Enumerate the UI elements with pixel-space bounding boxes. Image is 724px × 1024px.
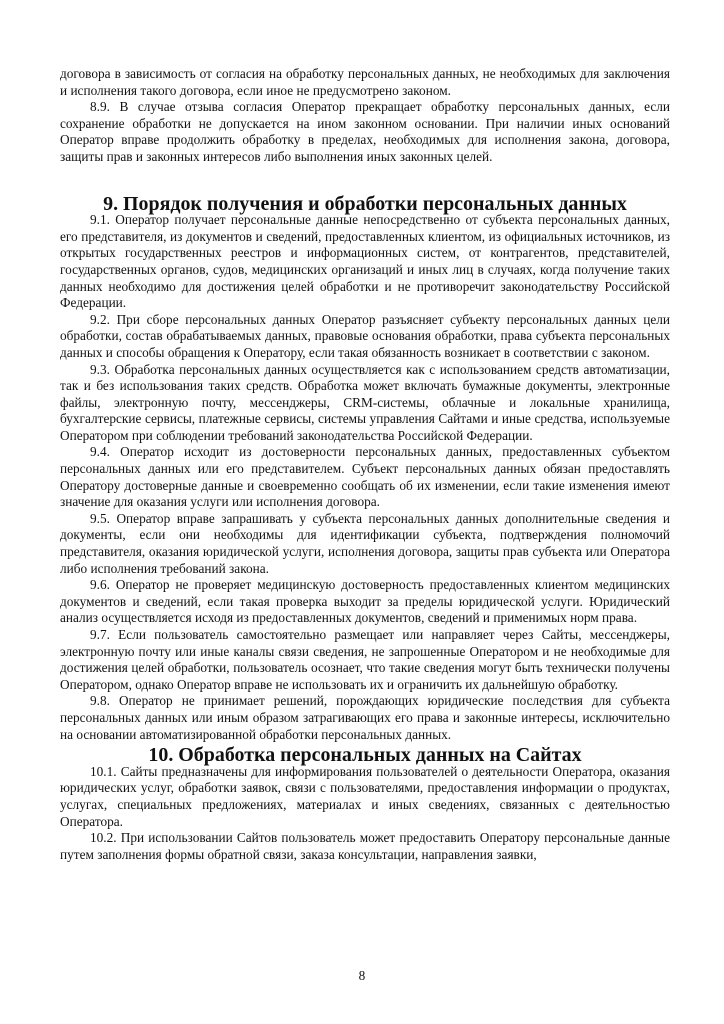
- paragraph-continuation: договора в зависимость от согласия на обработку персональных данных, не необходимых для заключения и исполнения такого договора, если иное не предусмотрено законом.: [60, 66, 670, 98]
- paragraph-10-1: 10.1. Сайты предназначены для информирования пользователей о деятельности Оператора, оказания юридических услуг, обработки заявок, связи с пользователями, предоставления информации о продуктах, услугах, специальных предложениях, материалах и иных сведениях, связанных с деятельностью Оператора.: [60, 763, 670, 829]
- section-spacer: [60, 166, 670, 196]
- paragraph-9-8: 9.8. Оператор не принимает решений, порождающих юридические последствия для субъекта персональных данных или иным образом затрагивающих его права и законные интересы, исключительно на основании автоматизированной обработки персональных данных.: [60, 693, 670, 742]
- paragraph-9-2: 9.2. При сборе персональных данных Оператор разъясняет субъекту персональных данных цели обработки, состав обрабатываемых данных, правовые основания обработки, права субъекта персональных данных и способы обращения к Оператору, если такая обязанность возникает в соответствии с законом.: [60, 311, 670, 360]
- paragraph-8-9: 8.9. В случае отзыва согласия Оператор прекращает обработку персональных данных, если сохранение обработки не допускается на ином законном основании. При наличии иных оснований Оператор вправе продолжить обработку в пределах, необходимых для исполнения закона, договора, защиты прав и законных интересов либо выполнения иных законных целей.: [60, 99, 670, 164]
- page-number: 8: [358, 968, 366, 983]
- section-10-heading: 10. Обработка персональных данных на Сайтах: [148, 744, 582, 767]
- paragraph-9-4: 9.4. Оператор исходит из достоверности персональных данных, предоставленных субъектом персональных данных или его представителем. Субъект персональных данных обязан предоставлять Оператору достоверные данные и своевременно сообщать об их изменении, если такие изменения имеют значение для оказания услуги или исполнения договора.: [60, 444, 670, 510]
- paragraph-9-6: 9.6. Оператор не проверяет медицинскую достоверность предоставленных клиентом медицинских документов и сведений, если такая проверка выходит за пределы юридической услуги. Юридический анализ осуществляется исходя из предоставленных документов, сведений и применимых норм права.: [60, 577, 670, 626]
- document-page: [60, 66, 670, 863]
- paragraph-9-3: 9.3. Обработка персональных данных осуществляется как с использованием средств автоматизации, так и без использования таких средств. Обработка может включать бумажные документы, электронные файлы, электронную почту, мессенджеры, CRM-системы, облачные и локальные хранилища, бухгалтерские сервисы, платежные сервисы, системы управления Сайтами и иные средства, используемые Оператором при соблюдении требований законодательства Российской Федерации.: [60, 361, 670, 443]
- paragraph-9-1: 9.1. Оператор получает персональные данные непосредственно от субъекта персональных данных, его представителя, из документов и сведений, предоставленных клиентом, из официальных источников, из открытых государственных реестров и информационных систем, от контрагентов, представителей, государственных органов, судов, медицинских организаций и иных лиц в случаях, когда получение таких данных необходимо для достижения целей обработки и не противоречит законодательству Российской Федерации.: [60, 212, 670, 311]
- paragraph-9-7: 9.7. Если пользователь самостоятельно размещает или направляет через Сайты, мессенджеры, электронную почту или иные каналы связи сведения, не запрошенные Оператором и не необходимые для достижения целей обработки, пользователь осознает, что такие сведения могут быть технически получены Оператором, однако Оператор вправе не использовать их и ограничить их дальнейшую обработку.: [60, 627, 670, 692]
- paragraph-9-5: 9.5. Оператор вправе запрашивать у субъекта персональных данных дополнительные сведения и документы, если они необходимы для идентификации субъекта, подтверждения полномочий представителя, оказания юридической услуги, исполнения договора, защиты прав субъекта или Оператора либо исполнения требований закона.: [60, 510, 670, 576]
- paragraph-10-2: 10.2. При использовании Сайтов пользователь может предоставить Оператору персональные данные путем заполнения формы обратной связи, заказа консультации, направления заявки,: [60, 830, 670, 862]
- section-9-heading: 9. Порядок получения и обработки персональных данных: [103, 192, 627, 215]
